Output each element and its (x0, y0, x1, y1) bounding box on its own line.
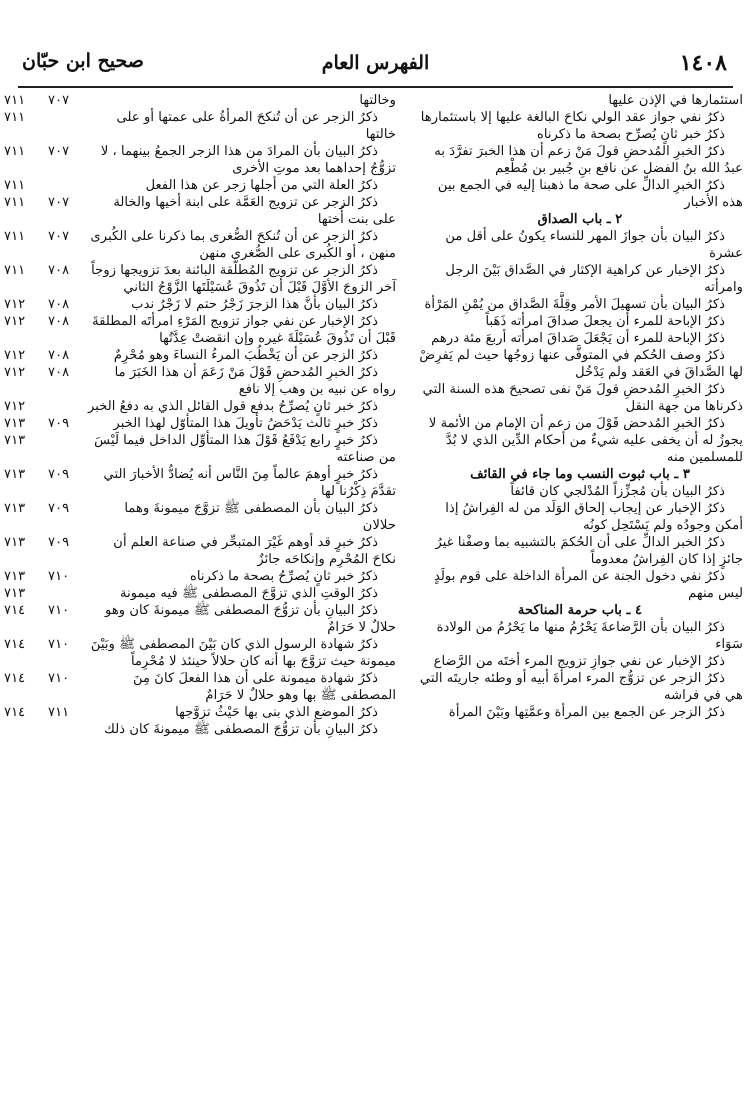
index-entry (4, 262, 396, 296)
index-entry (373, 262, 743, 296)
entry-text: ذكرُ البيانِ بأن تزوُّجَ المصطفى ﷺ ميمونةَ كان وهو حلالٌ لا حَرَامٌ (105, 603, 396, 635)
index-entry (4, 670, 396, 704)
entry-text: ذكرُ البيان بأن تسهيلَ الأمر وقِلَّةَ الصَّداق من يُمْنِ المَرْأة (424, 297, 725, 312)
index-entry (4, 602, 396, 636)
entry-page-number: ٧١٢ (4, 314, 26, 329)
entry-text: ذكرُ البيان بأن الرَّضاعةَ يَحْرُمُ منها ما يَحْرُمُ من الولادة سَوَاء (436, 620, 743, 652)
page-header (18, 40, 733, 84)
entry-page-number: ٧١٢ (4, 297, 26, 312)
entry-hadith-number: ٧١٣ (4, 433, 26, 448)
index-entry (4, 636, 396, 670)
entry-text: ذكرُ البيان بأن جوازَ المهر للنساء يكونُ على أقل من عشرة (445, 229, 743, 261)
entry-text: ٤ ـ باب حرمة المناكحة (517, 603, 643, 618)
index-entry (4, 398, 396, 415)
index-entry (373, 92, 743, 109)
entry-hadith-number: ٧٠٨ (48, 348, 70, 363)
entry-text: ذكرُ الزجر عن الجمع بين المرأة وعمَّتِها وبَيْنَ المرأة (448, 705, 725, 720)
entry-text: ذكرُ الخبرِ المُدحضِ قولَ مَنْ زعم أن هذا الخبرَ تفرَّدَ به عبدُ الله بنُ الفضل عن نافع بنِ جُبير بن مُطْعِم (434, 144, 743, 176)
index-entry (373, 568, 743, 602)
index-entry (373, 296, 743, 313)
entry-text: ٢ ـ باب الصداق (537, 212, 623, 227)
entry-hadith-number: ٧٠٩ (48, 467, 70, 482)
entry-text: ذكرُ نفي دخول الجنة عن المرأة الداخلة على قوم بولَدٍ ليس منهم (433, 569, 743, 601)
entry-hadith-number: ٧١٢ (4, 399, 26, 414)
entry-page-number: ٧١٣ (4, 569, 26, 584)
entry-text: ذكرُ الإباحة للمرء أن يجعلَ صداقَ امرأته ذَهَباً (485, 314, 725, 329)
index-entry (4, 568, 396, 585)
index-entry (4, 466, 396, 500)
entry-page-number: ٧١٣ (4, 535, 26, 550)
entry-page-number: ٧١٤ (4, 637, 26, 652)
entry-hadith-number: ٧١٠ (48, 671, 70, 686)
entry-text: ذكرُ البيان بأن المصطفى ﷺ تزوَّجَ ميمونةَ وهما حلالان (124, 501, 396, 533)
index-entry (373, 347, 743, 381)
index-entry (4, 109, 396, 143)
entry-text: ذكرُ الخبرِ المُدحضِ قولَ مَنْ نفى تصحيحَ هذه السنة التي ذكرناها من جهة النقل (422, 382, 743, 414)
entry-text: ذكرُ الخبرِ المُدحضِ قَوْلَ مَنْ زَعَمَ أن هذا الخَبَرَ ما رواه عن نبيه بن وهب إلا نافع (114, 365, 396, 397)
entry-page-number: ٧١٣ (4, 416, 26, 431)
index-entry (373, 653, 743, 670)
entry-page-number: ٧١٢ (4, 348, 26, 363)
entry-hadith-number: ٧٠٨ (48, 314, 70, 329)
entry-text: ذكرُ شهادة ميمونة على أن هذا الفعلَ كانَ مِنَ المصطفى ﷺ بها وهو حلالٌ لا حَرَامٌ (132, 671, 396, 703)
entry-hadith-number: ٧٠٨ (48, 365, 70, 380)
entry-page-number: ٧١٣ (4, 501, 26, 516)
entry-hadith-number: ٧٠٧ (48, 144, 70, 159)
entry-page-number: ٧١٣ (4, 467, 26, 482)
index-entry (373, 381, 743, 415)
entry-page-number: ٧١١ (4, 263, 26, 278)
entry-text: ذكرُ الخبرِ المُدحض قَوْلَ من زعم أن الإمام من الأئمة لا يجوزُ له أن يخفى عليه شيءٌ من أحكام الدِّين الذي لا بُدَّ للمسلمين منه (428, 416, 743, 465)
entry-text: ذكرُ البيان بأن مُجزِّزاً المُدْلجي كان قائفاً (510, 484, 725, 499)
entry-text: ذكرُ الإخبار عن نفي جواز تزويج المَرْءِ امرأتَه المطلقةَ قَبْلَ أن تَذُوقَ عُسَيْلَةَ غيره وإن انقضتْ عِدَّتُها (92, 314, 396, 346)
index-entry (373, 330, 743, 347)
index-entry (373, 619, 743, 653)
entry-text: ذكرُ الإخبار عن كراهية الإكثار في الصَّداق بَيْنَ الرجل وامرأته (445, 263, 743, 295)
entry-hadith-number: ٧١٣ (4, 586, 26, 601)
entry-text: ذكرُ الزجر عن أن يَخْطُبَ المرءُ النساءَ وهو مُحْرِمٌ (113, 348, 378, 363)
entry-page-number: ٧١١ (4, 195, 26, 210)
entry-hadith-number: ٧١١ (4, 178, 26, 193)
entry-hadith-number: ٧٠٨ (48, 263, 70, 278)
entry-text: ذكرُ شهادة الرسول الذي كان بَيْنَ المصطفى ﷺ وبَيْنَ ميمونة حيث تزوَّجَ بها أنه كان حلالاً حينئذ لا مُحْرِماً (90, 637, 396, 669)
entry-text: ذكرُ الإخبار عن نفي جوازِ تزويج المرء أختَه من الرَّضاع (433, 654, 725, 669)
entry-text: ذكرُ خبر ثانٍ يُصرِّح بصحة ما ذكرناه (536, 127, 725, 142)
right-column (373, 92, 743, 721)
index-entry (4, 313, 396, 347)
entry-text: ذكرُ خبرٍ قد أوهم غَيْرَ المتبحِّر في صناعة العلم أن نكاحَ المُحْرِم وإنكاحَه جائزٌ (113, 535, 396, 567)
index-entry (4, 296, 396, 313)
index-entry (373, 466, 743, 483)
index-entry (373, 228, 743, 262)
index-entry (373, 177, 743, 211)
entry-text: ذكرُ وصف الحُكم في المتوفَّى عنها زوجُها حيث لم يَفرِضْ لها الصَّداقَ في العَقد ولم يَدْخُل (419, 348, 743, 380)
entry-hadith-number: ٧٠٩ (48, 416, 70, 431)
entry-text: ذكرُ الإباحة للمرء أن يَجْعَلَ صَداقَ امرأته أربعَ مئة درهم (431, 331, 725, 346)
entry-hadith-number: ٧١٠ (48, 637, 70, 652)
index-entry (373, 483, 743, 500)
entry-page-number: ٧١١ (4, 229, 26, 244)
entry-hadith-number: ٧٠٧ (48, 195, 70, 210)
entry-text: ذكرُ العلة التي من أجلها زجر عن هذا الفعل (145, 178, 378, 193)
entry-hadith-number: ٧٠٧ (48, 93, 70, 108)
entry-hadith-number: ٧١٠ (48, 603, 70, 618)
index-entry (4, 177, 396, 194)
index-entry (373, 415, 743, 466)
index-entry (4, 415, 396, 432)
entry-page-number: ٧١٢ (4, 365, 26, 380)
index-entry (4, 585, 396, 602)
book-title: صحيح ابن حبّان (22, 50, 144, 72)
index-entry (373, 143, 743, 177)
entry-text: ذكرُ الخبرِ الدالِّ على صحة ما ذهبنا إليه في الجمع بين هذه الأخبار (437, 178, 743, 210)
entry-text: ذكرُ خبر ثانٍ يُصرِّحُ بدفع قول القائل الذي به دفعُ الخبر (88, 399, 378, 414)
index-entry (373, 313, 743, 330)
header-rule (18, 86, 733, 88)
entry-hadith-number: ٧١١ (48, 705, 70, 720)
index-entry (373, 534, 743, 568)
entry-hadith-number: ٧١٠ (48, 569, 70, 584)
entry-text: ذكرُ الموضع الذي بنى بها حَيْثُ تزوَّجها (175, 705, 378, 720)
entry-page-number: ٧١١ (4, 93, 26, 108)
index-entry (4, 364, 396, 398)
entry-text: ذكرُ خبر ثانٍ يُصرِّحُ بصحة ما ذكرناه (189, 569, 378, 584)
index-entry (373, 602, 743, 619)
index-entry (26, 721, 396, 738)
page-title: الفهرس العام (321, 52, 430, 74)
entry-text: وخالتها (359, 93, 396, 108)
entry-text: ذكرُ الزجر عن تزوُّج المرء امرأةَ أبيه أو وطئه جاريتَه التي هي في فراشه (419, 671, 743, 703)
entry-text: ذكرُ خبرٍ ثالث يَدْحَضُ تأويلَ هذا المتأوّل لهذا الخبر (113, 416, 378, 431)
index-entry (4, 534, 396, 568)
index-entry (4, 432, 396, 466)
index-entry (4, 500, 396, 534)
entry-hadith-number: ٧٠٩ (48, 501, 70, 516)
index-entry (4, 704, 396, 721)
entry-text: ذكرُ البيان بأنَّ هذا الزجرَ زَجْرُ حتم لا زَجْرُ ندب (131, 297, 378, 312)
index-entry (4, 194, 396, 228)
entry-text: ذكرُ نفي جواز عقد الولي نكاحَ البالغة عليها إلا باستئمارها (420, 110, 725, 125)
entry-text: استئمارها في الإذن عليها (608, 93, 743, 108)
entry-text: ذكرُ البيانِ بأن تزوُّجَ المصطفى ﷺ ميمونةَ كان ذلك (104, 722, 378, 737)
index-entry (4, 228, 396, 262)
index-entry (4, 92, 396, 109)
entry-text: ذكرُ الزجر عن تزويج العَمَّة على ابنة أخيها والخالة على بنت أُختها (113, 195, 396, 227)
entry-text: ذكرُ الزجر عن تزويج المُطلَّقة البائنة بعدَ تزويجها زوجاً آخر الزوجَ الأوَّلَ قَبْلَ أن تَذُوقَ عُسَيْلَتَها الزَّوْجُ الثاني (91, 263, 396, 295)
entry-page-number: ٧١٤ (4, 705, 26, 720)
index-entry (373, 704, 743, 721)
entry-text: ذكرُ الإخبار عن إيجاب إلحاق الوَلَد من له الفِراشُ إذا أمكن وجودُه ولم يَسْتَحِل كونُه (445, 501, 743, 533)
entry-text: ذكرُ الزجر عن أن تُنكحَ الصُّغرى بما ذكرنا على الكُبرى منهن ، أو الكُبرى على الصُّغرى منهن (90, 229, 396, 261)
entry-text: ذكرُ خبرٍ رابع يَدْفَعُ قَوْلَ هذا المتأوِّل الداخل فيما لَيْسَ من صناعته (94, 433, 396, 465)
index-entry (4, 143, 396, 177)
index-entry (373, 211, 743, 228)
entry-text: ذكرُ الزجر عن أن تُنكحَ المرأةُ على عمتها أو على خالتها (116, 110, 396, 142)
entry-page-number: ٧١٤ (4, 603, 26, 618)
entry-hadith-number: ٧١١ (4, 110, 26, 125)
entry-text: ٣ ـ باب ثبوت النسب وما جاء في القائف (470, 467, 690, 482)
entry-text: ذكرُ البيان بأن المرادَ من هذا الزجر الجمعُ بينهما ، لا تزوُّجُ إحداهما بعد موتِ الأخرى (100, 144, 396, 176)
entry-hadith-number: ٧٠٨ (48, 297, 70, 312)
entry-hadith-number: ٧٠٧ (48, 229, 70, 244)
left-column (4, 92, 396, 738)
page-number: ١٤٠٨ (679, 50, 727, 76)
index-entry (373, 109, 743, 126)
entry-page-number: ٧١٤ (4, 671, 26, 686)
index-entry (373, 500, 743, 534)
index-entry (373, 670, 743, 704)
entry-text: ذكرُ الخبر الدالِّ على أن الحُكمَ بالتشبيه بما وصفْنا غيرُ جائزٍ إذا كان الفِراشُ معدوماً (435, 535, 743, 567)
entry-text: ذكرُ الوقتِ الذي تزوَّجَ المصطفى ﷺ فيه ميمونة (120, 586, 378, 601)
index-entry (373, 126, 743, 143)
entry-page-number: ٧١١ (4, 144, 26, 159)
index-entry (4, 347, 396, 364)
entry-text: ذكرُ خبرٍ أوهمَ عالماً مِنَ النَّاس أنه يُضادُّ الأخبارَ التي تقدَّمَ ذِكْرُنا لها (103, 467, 396, 499)
entry-hadith-number: ٧٠٩ (48, 535, 70, 550)
